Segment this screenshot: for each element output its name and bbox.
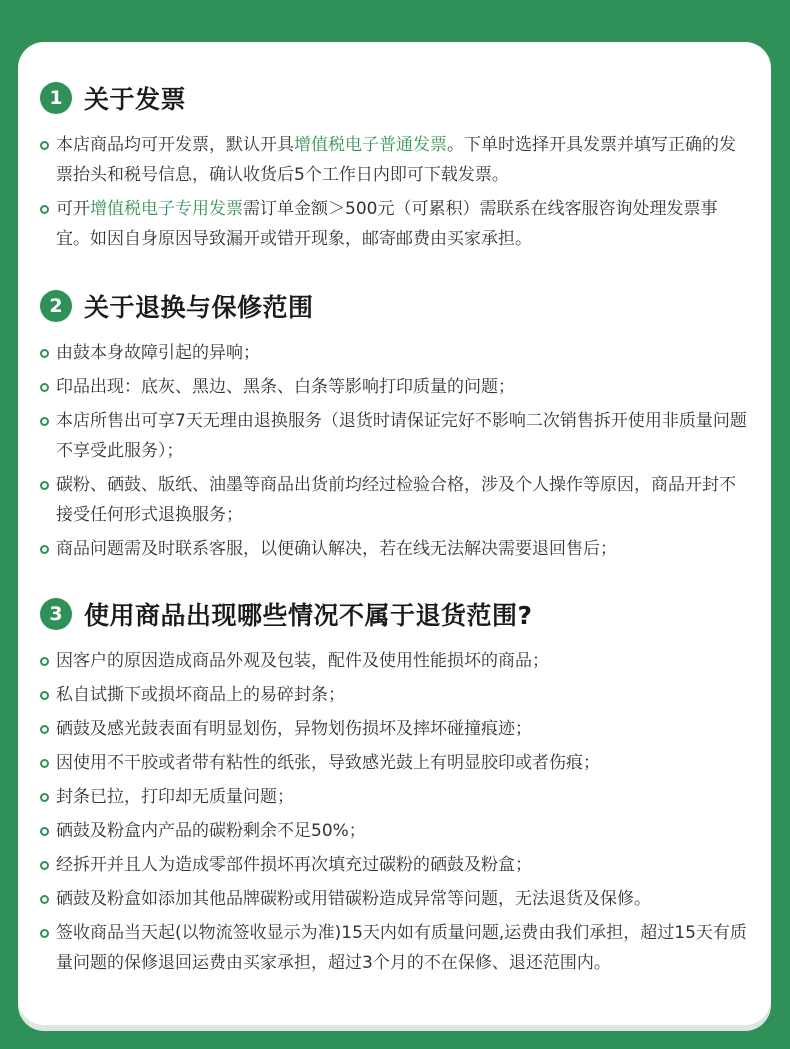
list-item [40,130,749,190]
list-item: 由鼓本身故障引起的异响； [40,338,749,368]
item-text: 可开 [56,199,90,219]
invoice-list [40,130,749,254]
list-item: 硒鼓及感光鼓表面有明显划伤，异物划伤损坏及摔坏碰撞痕迹； [40,714,749,744]
list-item: 签收商品当天起(以物流签收显示为准)15天内如有质量问题,运费由我们承担，超过15天有质量问题的保修退回运费由买家承担，超过3个月的不在保修、退还范围内。 [40,918,749,978]
list-item: 硒鼓及粉盒内产品的碳粉剩余不足50%； [40,816,749,846]
list-item: 碳粉、硒鼓、版纸、油墨等商品出货前均经过检验合格，涉及个人操作等原因，商品开封不接受任何形式退换服务； [40,470,749,530]
non-return-list [40,646,749,978]
item-text: 需订单金额＞500元（可累积）需联系在线客服咨询处理发票事宜。如因自身原因导致漏开或错开现象，邮寄邮费由买家承担。 [56,199,718,249]
highlight-text: 增值税电子专用发票 [90,199,243,219]
list-item: 因客户的原因造成商品外观及包装，配件及使用性能损坏的商品； [40,646,749,676]
list-item: 本店所售出可享7天无理由退换服务（退货时请保证完好不影响二次销售拆开使用非质量问题不享受此服务）； [40,406,749,466]
item-text: 。下单时选择开具发票并填写正确的发票抬头和税号信息，确认收货后5个工作日内即可下载发票。 [56,135,736,185]
list-item: 硒鼓及粉盒如添加其他品牌碳粉或用错碳粉造成异常等问题，无法退货及保修。 [40,884,749,914]
section-number-badge: 1 [40,82,72,114]
section-return-warranty [40,284,749,564]
list-item: 经拆开并且人为造成零部件损坏再次填充过碳粉的硒鼓及粉盒； [40,850,749,880]
list-item: 印品出现：底灰、黑边、黑条、白条等影响打印质量的问题； [40,372,749,402]
item-text: 本店商品均可开发票，默认开具 [56,135,294,155]
section-invoice [40,76,749,254]
section-title: 关于发票 [84,85,187,114]
return-list [40,338,749,564]
section-header [40,284,749,328]
section-header [40,592,749,636]
list-item [40,194,749,254]
section-title: 使用商品出现哪些情况不属于退货范围? [84,601,533,630]
section-title: 关于退换与保修范围 [84,293,314,322]
section-header [40,76,749,120]
section-number-badge: 3 [40,598,72,630]
section-non-return [40,592,749,978]
section-number-badge: 2 [40,290,72,322]
policy-card [18,42,771,1025]
list-item: 私自试撕下或损坏商品上的易碎封条； [40,680,749,710]
highlight-text: 增值税电子普通发票 [294,135,447,155]
list-item: 封条已拉，打印却无质量问题； [40,782,749,812]
list-item: 商品问题需及时联系客服，以便确认解决，若在线无法解决需要退回售后； [40,534,749,564]
list-item: 因使用不干胶或者带有粘性的纸张，导致感光鼓上有明显胶印或者伤痕； [40,748,749,778]
